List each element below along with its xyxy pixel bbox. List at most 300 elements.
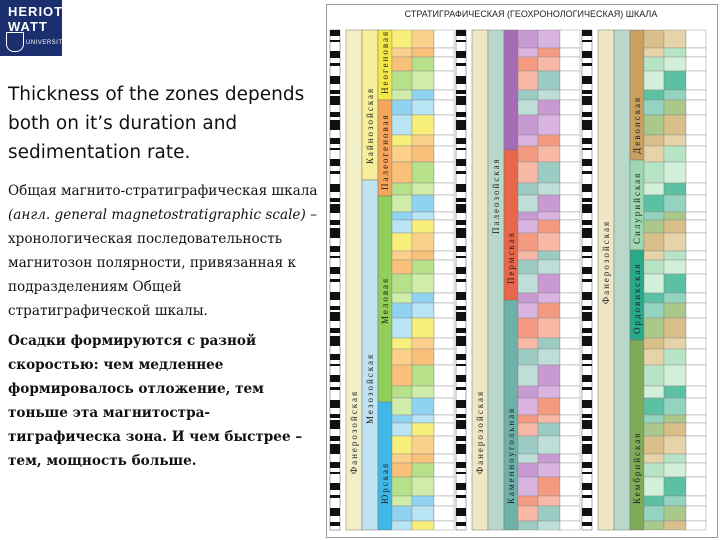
subdivision-cell <box>538 48 560 57</box>
subdivision-cell <box>518 463 538 477</box>
subdivision-cell <box>560 303 580 318</box>
subdivision-cell <box>560 338 580 349</box>
subdivision-cell <box>560 506 580 521</box>
subdivision-cell <box>434 100 454 115</box>
subdivision-cell <box>664 195 686 212</box>
subdivision-cell <box>434 48 454 57</box>
polarity-band <box>330 354 340 360</box>
subdivision-cell <box>644 463 664 477</box>
subdivision-cell <box>664 398 686 415</box>
subdivision-cell <box>518 274 538 293</box>
subdivision-cell <box>644 454 664 463</box>
polarity-band <box>582 420 592 429</box>
subdivision-cell <box>518 195 538 212</box>
subdivision-cell <box>412 220 434 233</box>
polarity-band <box>582 112 592 117</box>
polarity-band <box>330 414 340 418</box>
subdivision-cell <box>664 521 686 530</box>
subdivision-cell <box>392 293 412 303</box>
subdivision-cell <box>392 338 412 349</box>
label-cenozoic: Кайнозойская <box>365 86 375 164</box>
subdivision-cell <box>664 386 686 398</box>
polarity-band <box>582 375 592 382</box>
subdivision-cell <box>434 146 454 162</box>
subdivision-cell <box>412 386 434 398</box>
subdivision-cell <box>412 212 434 220</box>
subdivision-cell <box>392 496 412 506</box>
polarity-band <box>330 462 340 468</box>
subdivision-cell <box>664 260 686 274</box>
polarity-band <box>582 436 592 441</box>
polarity-band <box>330 204 340 213</box>
polarity-band <box>582 120 592 130</box>
subdivision-cell <box>392 349 412 365</box>
subdivision-cell <box>412 303 434 318</box>
subdivision-cell <box>434 183 454 195</box>
subdivision-cell <box>664 349 686 365</box>
polarity-band <box>582 63 592 66</box>
label-cretaceous: Меловая <box>380 276 390 324</box>
subdivision-cell <box>686 162 706 183</box>
subdivision-cell <box>434 423 454 436</box>
subdivision-cell <box>644 183 664 195</box>
subdivision-cell <box>644 90 664 100</box>
subdivision-cell <box>538 260 560 274</box>
polarity-band <box>456 306 466 310</box>
polarity-band <box>582 279 592 282</box>
subdivision-cell <box>664 100 686 115</box>
subdivision-cell <box>392 274 412 293</box>
label-phanerozoic-3: Фанерозойская <box>601 219 611 304</box>
definition-english-term: (англ. general magnetostratigraphic scale) <box>8 207 306 223</box>
polarity-band <box>582 292 592 300</box>
slide-text <box>8 80 318 473</box>
label-jurassic: Юрская <box>380 461 390 504</box>
subdivision-cell <box>560 436 580 454</box>
sedimentation-paragraph: Осадки формируются с разной скоростью: чем медленнее формировалось отложение, тем тоньше эта магнитостра-тиграфическа зона. И чем быстрее – тем, мощность больше. <box>8 333 303 469</box>
label-phanerozoic-1: Фанерозойская <box>349 389 359 474</box>
subdivision-cell <box>412 115 434 135</box>
subdivision-cell <box>518 423 538 436</box>
subdivision-cell <box>644 30 664 48</box>
subdivision-cell <box>538 90 560 100</box>
subdivision-cell <box>518 212 538 220</box>
subdivision-cell <box>644 436 664 454</box>
subdivision-cell <box>538 365 560 386</box>
subdivision-cell <box>664 454 686 463</box>
polarity-band <box>330 112 340 117</box>
subdivision-cell <box>518 293 538 303</box>
subdivision-cell <box>560 318 580 338</box>
subdivision-cell <box>644 398 664 415</box>
subdivision-cell <box>412 30 434 48</box>
subdivision-cell <box>644 57 664 71</box>
subdivision-cell <box>538 386 560 398</box>
polarity-band <box>456 375 466 382</box>
subdivision-cell <box>518 365 538 386</box>
polarity-band <box>456 483 466 490</box>
polarity-band <box>330 120 340 130</box>
subdivision-cell <box>434 338 454 349</box>
polarity-band <box>456 472 466 474</box>
subdivision-cell <box>434 90 454 100</box>
polarity-band <box>456 159 466 166</box>
polarity-band <box>456 112 466 117</box>
polarity-band <box>456 420 466 429</box>
subdivision-cell <box>538 423 560 436</box>
subdivision-cell <box>686 386 706 398</box>
polarity-band <box>330 220 340 225</box>
subdivision-cell <box>538 349 560 365</box>
subdivision-cell <box>434 365 454 386</box>
subdivision-cell <box>538 303 560 318</box>
subdivision-cell <box>686 303 706 318</box>
subdivision-cell <box>434 521 454 530</box>
subdivision-cell <box>686 398 706 415</box>
subdivision-cell <box>518 521 538 530</box>
subdivision-cell <box>392 212 412 220</box>
subdivision-cell <box>412 436 434 454</box>
subdivision-cell <box>560 220 580 233</box>
subdivision-cell <box>664 57 686 71</box>
subdivision-cell <box>686 274 706 293</box>
subdivision-cell <box>434 386 454 398</box>
subdivision-cell <box>538 57 560 71</box>
polarity-band <box>582 444 592 454</box>
label-cambrian: Кембрийская <box>632 431 642 504</box>
polarity-band <box>582 522 592 526</box>
polarity-band <box>330 292 340 300</box>
subdivision-cell <box>518 115 538 135</box>
polarity-band <box>456 204 466 213</box>
subdivision-cell <box>686 220 706 233</box>
polarity-band <box>456 256 466 258</box>
polarity-band <box>330 444 340 454</box>
subdivision-cell <box>434 57 454 71</box>
polarity-band <box>330 420 340 429</box>
subdivision-cell <box>644 100 664 115</box>
subdivision-cell <box>518 183 538 195</box>
subdivision-cell <box>392 162 412 183</box>
subdivision-cell <box>538 135 560 146</box>
subdivision-cell <box>412 415 434 423</box>
subdivision-cell <box>560 162 580 183</box>
subdivision-cell <box>644 318 664 338</box>
subdivision-cell <box>518 349 538 365</box>
polarity-band <box>330 96 340 105</box>
subdivision-cell <box>518 496 538 506</box>
crest-icon <box>6 32 24 52</box>
subdivision-cell <box>434 260 454 274</box>
subdivision-cell <box>686 135 706 146</box>
subdivision-cell <box>644 212 664 220</box>
polarity-band <box>330 267 340 274</box>
polarity-band <box>456 292 466 300</box>
definition-lead: Общая магнито-стратиграфическая шкала <box>8 183 318 199</box>
subdivision-cell <box>686 415 706 423</box>
subdivision-cell <box>664 212 686 220</box>
subdivision-cell <box>412 506 434 521</box>
subdivision-cell <box>538 195 560 212</box>
subdivision-cell <box>560 90 580 100</box>
subdivision-cell <box>538 477 560 496</box>
subdivision-cell <box>538 338 560 349</box>
subdivision-cell <box>392 71 412 90</box>
polarity-band <box>582 228 592 238</box>
polarity-band <box>582 90 592 94</box>
subdivision-cell <box>412 398 434 415</box>
polarity-band <box>582 184 592 192</box>
subdivision-cell <box>518 260 538 274</box>
subdivision-cell <box>686 233 706 251</box>
polarity-band <box>456 462 466 468</box>
polarity-band <box>582 40 592 42</box>
subdivision-cells-1 <box>392 30 454 530</box>
subdivision-cell <box>686 338 706 349</box>
subdivision-cell <box>412 233 434 251</box>
subdivision-cell <box>392 436 412 454</box>
polarity-band <box>582 472 592 474</box>
polarity-band <box>330 279 340 282</box>
subdivision-cell <box>434 349 454 365</box>
subdivision-cell <box>644 274 664 293</box>
subdivision-cell <box>686 349 706 365</box>
era-paleozoic <box>488 30 504 530</box>
subdivision-cell <box>392 386 412 398</box>
polarity-band <box>582 96 592 105</box>
subdivision-cell <box>434 398 454 415</box>
polarity-band <box>582 495 592 498</box>
subdivision-cell <box>392 115 412 135</box>
subdivision-cell <box>392 100 412 115</box>
subdivision-cell <box>664 220 686 233</box>
subdivision-cell <box>518 90 538 100</box>
subdivision-cell <box>686 260 706 274</box>
subdivision-cell <box>412 146 434 162</box>
subdivision-cell <box>538 454 560 463</box>
subdivision-cell <box>560 365 580 386</box>
subdivision-cell <box>518 398 538 415</box>
polarity-band <box>582 30 592 36</box>
subdivision-cell <box>434 233 454 251</box>
subdivision-cell <box>518 477 538 496</box>
polarity-band <box>456 184 466 192</box>
polarity-band <box>582 220 592 225</box>
subdivision-cell <box>664 477 686 496</box>
subdivision-cell <box>560 349 580 365</box>
subdivision-cell <box>686 30 706 48</box>
polarity-band <box>582 508 592 516</box>
subdivision-cell <box>434 30 454 48</box>
subdivision-cell <box>392 251 412 260</box>
subdivision-cell <box>412 293 434 303</box>
subdivision-cell <box>434 415 454 423</box>
subdivision-cell <box>686 48 706 57</box>
subdivision-cell <box>560 398 580 415</box>
subdivision-cell <box>412 195 434 212</box>
polarity-band <box>330 306 340 310</box>
subdivision-cell <box>560 233 580 251</box>
polarity-band <box>456 90 466 94</box>
polarity-band <box>582 198 592 202</box>
label-paleogene: Палеогеновая <box>380 113 390 190</box>
subdivision-cell <box>392 303 412 318</box>
subdivision-cell <box>434 506 454 521</box>
subdivision-cell <box>538 212 560 220</box>
subdivision-cell <box>560 386 580 398</box>
subdivision-cell <box>686 365 706 386</box>
subdivision-cell <box>538 146 560 162</box>
subdivision-cell <box>560 100 580 115</box>
subdivision-cell <box>538 251 560 260</box>
subdivision-cell <box>518 233 538 251</box>
subdivision-cell <box>412 162 434 183</box>
subdivision-cell <box>664 415 686 423</box>
subdivision-cell <box>686 115 706 135</box>
subdivision-cell <box>518 162 538 183</box>
polarity-band <box>330 90 340 94</box>
subdivision-cell <box>392 454 412 463</box>
subdivision-cell <box>412 260 434 274</box>
subdivision-cell <box>392 30 412 48</box>
subdivision-cell <box>518 146 538 162</box>
polarity-band <box>456 444 466 454</box>
subdivision-cell <box>664 506 686 521</box>
polarity-band <box>456 246 466 252</box>
subdivision-cell <box>644 365 664 386</box>
subdivision-cell <box>412 454 434 463</box>
subdivision-cell <box>560 183 580 195</box>
subdivision-cell <box>644 71 664 90</box>
subdivision-cell <box>392 423 412 436</box>
subdivision-cell <box>686 146 706 162</box>
subdivision-cell <box>412 477 434 496</box>
label-ordovician: Ордовикская <box>632 262 642 334</box>
polarity-band <box>582 400 592 408</box>
subdivision-cell <box>560 30 580 48</box>
subdivision-cell <box>686 521 706 530</box>
subdivision-cell <box>686 251 706 260</box>
polarity-band <box>456 279 466 282</box>
subdivision-cell <box>434 318 454 338</box>
definition-tail: – хронологическая последовательность магнитозон полярности, привязанная к подразделениям Общей стратиграфической шкалы. <box>8 207 317 319</box>
polarity-band <box>582 51 592 58</box>
subdivision-cell <box>518 454 538 463</box>
subdivision-cell <box>412 423 434 436</box>
subdivision-cell <box>392 57 412 71</box>
subdivision-cell <box>664 48 686 57</box>
polarity-band <box>582 414 592 418</box>
subdivision-cell <box>518 71 538 90</box>
subdivision-cell <box>538 183 560 195</box>
polarity-band <box>582 171 592 174</box>
subdivision-cell <box>560 477 580 496</box>
definition-paragraph <box>8 179 318 323</box>
subdivision-cells-3 <box>644 30 706 530</box>
scale-columns <box>326 4 716 536</box>
subdivision-cell <box>644 506 664 521</box>
subdivision-cell <box>644 496 664 506</box>
polarity-band <box>456 63 466 66</box>
subdivision-cell <box>518 436 538 454</box>
polarity-band <box>456 508 466 516</box>
polarity-band <box>456 120 466 130</box>
subdivision-cell <box>686 183 706 195</box>
polarity-band <box>330 76 340 84</box>
subdivision-cell <box>644 415 664 423</box>
subdivision-cell <box>412 48 434 57</box>
subdivision-cell <box>392 398 412 415</box>
subdivision-cell <box>560 260 580 274</box>
polarity-band <box>456 30 466 36</box>
subdivision-cell <box>664 496 686 506</box>
subdivision-cell <box>434 303 454 318</box>
subdivision-cell <box>644 251 664 260</box>
subdivision-cell <box>664 303 686 318</box>
polarity-band <box>330 336 340 346</box>
polarity-band <box>456 228 466 238</box>
subdivision-cell <box>434 496 454 506</box>
subdivision-cell <box>686 71 706 90</box>
polarity-band <box>456 336 466 346</box>
subdivision-cell <box>412 318 434 338</box>
polarity-band <box>582 267 592 274</box>
subdivision-cell <box>686 454 706 463</box>
subdivision-cell <box>664 293 686 303</box>
polarity-band <box>330 40 340 42</box>
subdivision-cell <box>644 48 664 57</box>
subdivision-cell <box>560 135 580 146</box>
subdivision-cell <box>560 212 580 220</box>
label-carboniferous: Каменноугольная <box>506 406 516 504</box>
subdivision-cell <box>518 48 538 57</box>
polarity-band <box>456 522 466 526</box>
polarity-band <box>582 312 592 321</box>
polarity-band <box>582 246 592 252</box>
subdivision-cell <box>518 30 538 48</box>
subdivision-cell <box>664 463 686 477</box>
polarity-band <box>582 354 592 360</box>
polarity-band <box>456 328 466 333</box>
subdivision-cell <box>644 146 664 162</box>
subdivision-cell <box>538 436 560 454</box>
subdivision-cell <box>664 318 686 338</box>
subdivision-cell <box>560 146 580 162</box>
subdivision-cell <box>560 48 580 57</box>
subdivision-cell <box>538 293 560 303</box>
subdivision-cell <box>392 195 412 212</box>
label-mesozoic: Мезозойская <box>365 352 375 424</box>
subdivision-cell <box>412 251 434 260</box>
subdivision-cell <box>434 463 454 477</box>
subdivision-cell <box>644 477 664 496</box>
subdivision-cell <box>434 477 454 496</box>
subdivision-cell <box>664 436 686 454</box>
subdivision-cell <box>434 195 454 212</box>
subdivision-cell <box>538 220 560 233</box>
subdivision-cell <box>644 233 664 251</box>
subdivision-cell <box>560 454 580 463</box>
subdivision-cell <box>644 338 664 349</box>
subdivision-cell <box>412 521 434 530</box>
subdivision-cell <box>686 477 706 496</box>
subdivision-cell <box>434 115 454 135</box>
subdivision-cell <box>560 293 580 303</box>
subdivision-cell <box>686 506 706 521</box>
polarity-band <box>330 63 340 66</box>
subdivision-cell <box>560 423 580 436</box>
subdivision-cell <box>392 260 412 274</box>
